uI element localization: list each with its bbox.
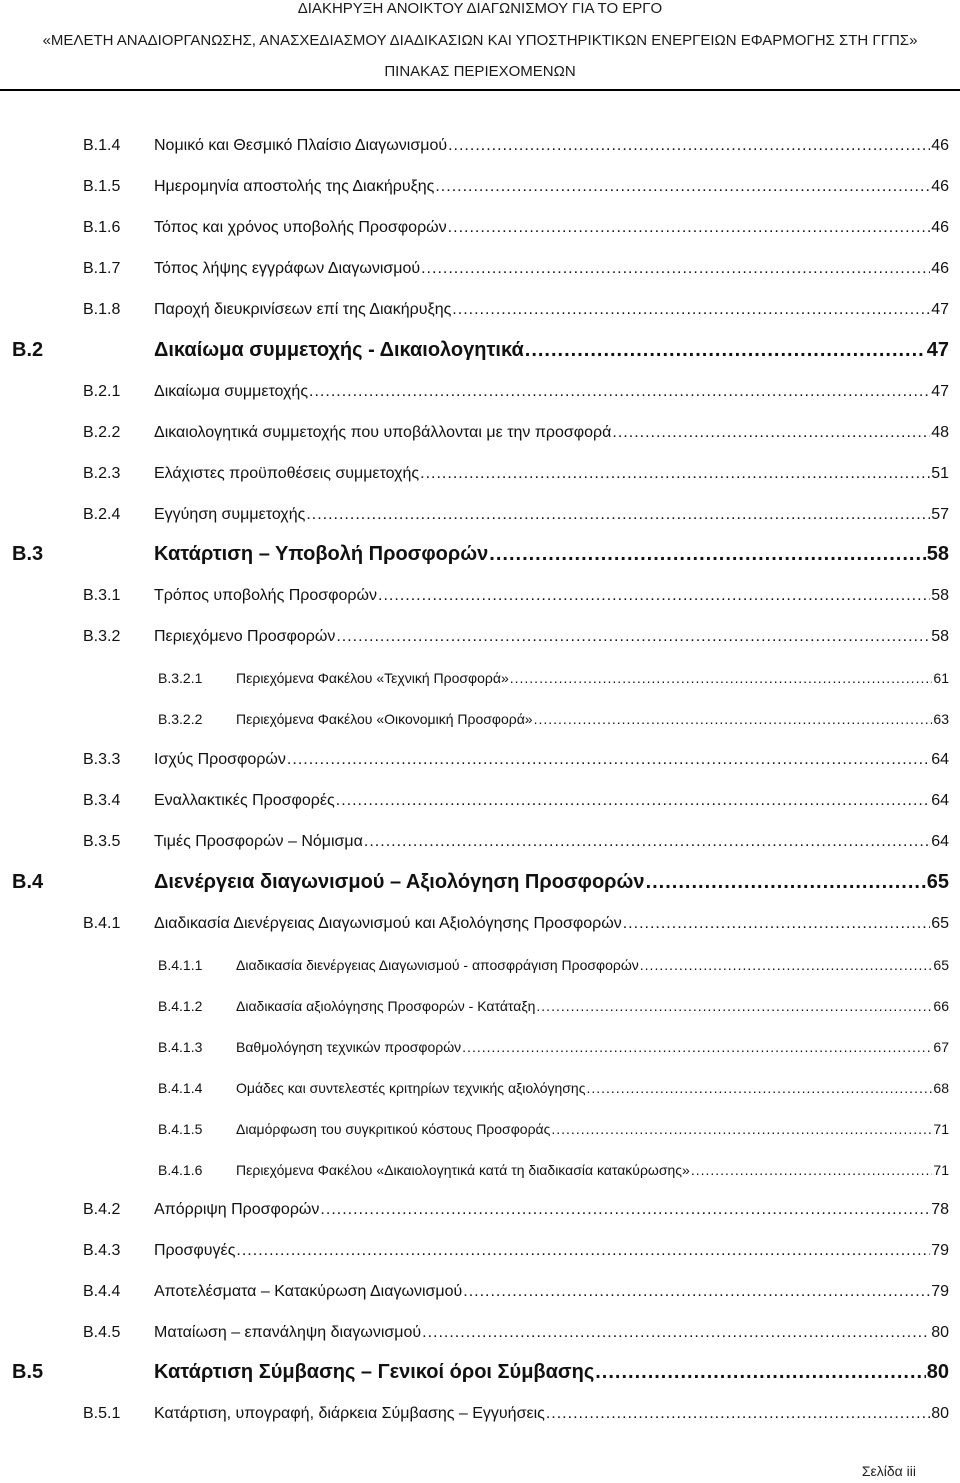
toc-entry-page: 66 (933, 998, 949, 1014)
toc-entry-page: 51 (931, 465, 949, 482)
toc-entry-title: Προσφυγές (154, 1242, 236, 1259)
toc-entry-page: 47 (931, 383, 949, 400)
toc-entry-title: Περιεχόμενα Φακέλου «Οικονομική Προσφορά» (236, 711, 533, 727)
toc-leader-dots (646, 871, 926, 894)
toc-subentry[interactable] (158, 1121, 949, 1137)
toc-section[interactable] (12, 871, 949, 894)
toc-entry-title: Διαδικασία Διενέργειας Διαγωνισμού και Αξιολόγησης Προσφορών (154, 915, 622, 932)
toc-entry-number: Β.4.1.1 (158, 957, 203, 973)
toc-section[interactable] (12, 543, 949, 566)
toc-entry-title: Τρόπος υποβολής Προσφορών (154, 587, 378, 604)
toc-leader-dots (448, 137, 930, 155)
toc-entry-page: 78 (931, 1201, 949, 1218)
toc-entry[interactable] (83, 1201, 949, 1219)
toc-entry-number: Β.1.4 (83, 137, 121, 154)
toc-entry-number: Β.5 (12, 1361, 44, 1383)
toc-entry[interactable] (83, 751, 949, 769)
toc-leader-dots (623, 915, 930, 933)
toc-entry-number: Β.3.5 (83, 833, 121, 850)
toc-entry-number: Β.3 (12, 543, 44, 565)
toc-entry-number: Β.3.2 (83, 628, 121, 645)
toc-entry[interactable] (83, 465, 949, 483)
toc-entry-page: 80 (926, 1361, 949, 1383)
toc-entry-page: 64 (931, 751, 949, 768)
toc-entry[interactable] (83, 833, 949, 851)
toc-entry-title: Διενέργεια διαγωνισμού – Αξιολόγηση Προσφορών (154, 871, 645, 893)
toc-leader-dots (463, 1283, 930, 1301)
toc-entry-title: Τόπος και χρόνος υποβολής Προσφορών (154, 219, 447, 236)
toc-entry-number: Β.4.1.4 (158, 1080, 203, 1096)
toc-entry-title: Περιεχόμενο Προσφορών (154, 628, 336, 645)
toc-entry[interactable] (83, 424, 949, 442)
toc-entry[interactable] (83, 383, 949, 401)
toc-entry-number: Β.3.2.2 (158, 711, 203, 727)
toc-entry-title: Περιεχόμενα Φακέλου «Τεχνική Προσφορά» (236, 670, 509, 686)
toc-subentry[interactable] (158, 1162, 949, 1178)
toc-entry-page: 61 (933, 670, 949, 686)
toc-entry-page: 46 (931, 219, 949, 236)
toc-entry-number: Β.1.6 (83, 219, 121, 236)
toc-entry-title: Δικαίωμα συμμετοχής - Δικαιολογητικά (154, 339, 524, 361)
toc-entry[interactable] (83, 506, 949, 524)
toc-entry-number: Β.3.4 (83, 792, 121, 809)
toc-entry-title: Αποτελέσματα – Κατακύρωση Διαγωνισμού (154, 1283, 463, 1300)
toc-entry-number: Β.3.2.1 (158, 670, 203, 686)
toc-leader-dots (420, 465, 930, 483)
toc-leader-dots (612, 424, 930, 442)
toc-entry-title: Περιεχόμενα Φακέλου «Δικαιολογητικά κατά τη διαδικασία κατακύρωσης» (236, 1162, 690, 1178)
toc-entry-number: Β.4.1.5 (158, 1121, 203, 1137)
toc-entry[interactable] (83, 1324, 949, 1342)
toc-subentry[interactable] (158, 998, 949, 1014)
toc-entry[interactable] (83, 792, 949, 810)
toc-leader-dots (287, 751, 930, 769)
toc-entry-number: Β.1.7 (83, 260, 121, 277)
toc-entry-title: Κατάρτιση Σύμβασης – Γενικοί όροι Σύμβασης (154, 1361, 595, 1383)
toc-entry-number: Β.4.1.2 (158, 998, 203, 1014)
toc-entry-title: Παροχή διευκρινίσεων επί της Διακήρυξης (154, 301, 452, 318)
toc-entry-title: Βαθμολόγηση τεχνικών προσφορών (236, 1039, 462, 1055)
toc-leader-dots (536, 998, 932, 1014)
toc-entry-page: 46 (931, 137, 949, 154)
toc-entry-title: Δικαιολογητικά συμμετοχής που υποβάλλονται με την προσφορά (154, 424, 612, 441)
toc-entry-page: 47 (926, 339, 949, 361)
toc-entry-page: 64 (931, 833, 949, 850)
toc-entry-page: 65 (926, 871, 949, 893)
toc-entry-page: 46 (931, 178, 949, 195)
toc-entry-page: 65 (931, 915, 949, 932)
toc-leader-dots (452, 301, 930, 319)
toc-entry-number: Β.2 (12, 339, 44, 361)
toc-entry[interactable] (83, 1283, 949, 1301)
toc-subentry[interactable] (158, 1080, 949, 1096)
toc-entry[interactable] (83, 915, 949, 933)
toc-entry-number: Β.4 (12, 871, 44, 893)
toc-subentry[interactable] (158, 957, 949, 973)
toc-entry-number: Β.4.1.3 (158, 1039, 203, 1055)
toc-entry-number: Β.3.3 (83, 751, 121, 768)
toc-leader-dots (534, 711, 933, 727)
toc-entry-page: 65 (933, 957, 949, 973)
toc-entry-page: 71 (933, 1121, 949, 1137)
toc-entry-page: 58 (926, 543, 949, 565)
toc-entry-number: Β.4.2 (83, 1201, 121, 1218)
toc-entry-page: 63 (933, 711, 949, 727)
toc-entry-number: Β.2.1 (83, 383, 121, 400)
toc-leader-dots (435, 178, 930, 196)
toc-entry-page: 64 (931, 792, 949, 809)
toc-entry-number: Β.4.1.6 (158, 1162, 203, 1178)
toc-leader-dots (595, 1361, 926, 1384)
toc-leader-dots (309, 383, 930, 401)
toc-entry-number: Β.2.4 (83, 506, 121, 523)
toc-entry-page: 68 (933, 1080, 949, 1096)
toc-leader-dots (336, 792, 930, 810)
toc-subentry[interactable] (158, 670, 949, 686)
header-line-3: ΠΙΝΑΚΑΣ ΠΕΡΙΕΧΟΜΕΝΩΝ (384, 63, 576, 80)
toc-entry-page: 46 (931, 260, 949, 277)
header-line-1: ΔΙΑΚΗΡΥΞΗ ΑΝΟΙΚΤΟΥ ΔΙΑΓΩΝΙΣΜΟΥ ΓΙΑ ΤΟ ΕΡΓΟ (297, 0, 663, 17)
header-rule (0, 89, 960, 91)
toc-leader-dots (462, 1039, 932, 1055)
toc-leader-dots (422, 1324, 930, 1342)
toc-leader-dots (640, 957, 933, 973)
toc-entry[interactable] (83, 137, 949, 155)
toc-entry-number: Β.4.1 (83, 915, 121, 932)
toc-entry-title: Εγγύηση συμμετοχής (154, 506, 306, 523)
toc-entry-title: Κατάρτιση, υπογραφή, διάρκεια Σύμβασης – Εγγυήσεις (154, 1405, 545, 1422)
toc-leader-dots (336, 628, 930, 646)
toc-entry-number: Β.4.4 (83, 1283, 121, 1300)
toc-entry[interactable] (83, 1405, 949, 1423)
toc-entry-number: Β.1.5 (83, 178, 121, 195)
toc-entry-title: Ελάχιστες προϋποθέσεις συμμετοχής (154, 465, 420, 482)
toc-subentry[interactable] (158, 1039, 949, 1055)
toc-entry[interactable] (83, 628, 949, 646)
toc-entry-title: Διαδικασία διενέργειας Διαγωνισμού - αποσφράγιση Προσφορών (236, 957, 639, 973)
toc-entry-page: 80 (931, 1324, 949, 1341)
toc-entry-page: 58 (931, 587, 949, 604)
toc-leader-dots (691, 1162, 933, 1178)
toc-entry-title: Εναλλακτικές Προσφορές (154, 792, 335, 809)
toc-entry-title: Ομάδες και συντελεστές κριτηρίων τεχνικής αξιολόγησης (236, 1080, 586, 1096)
toc-entry-number: Β.1.8 (83, 301, 121, 318)
toc-section[interactable] (12, 1361, 949, 1384)
document-header (0, 0, 960, 92)
toc-entry-page: 57 (931, 506, 949, 523)
toc-entry-title: Διαμόρφωση του συγκριτικού κόστους Προσφοράς (236, 1121, 551, 1137)
toc-entry-title: Διαδικασία αξιολόγησης Προσφορών - Κατάταξη (236, 998, 536, 1014)
toc-section[interactable] (12, 339, 949, 362)
toc-leader-dots (525, 339, 926, 362)
toc-leader-dots (364, 833, 930, 851)
header-line-2: «ΜΕΛΕΤΗ ΑΝΑΔΙΟΡΓΑΝΩΣΗΣ, ΑΝΑΣΧΕΔΙΑΣΜΟΥ ΔΙΑΔΙΚΑΣΙΩΝ ΚΑΙ ΥΠΟΣΤΗΡΙΚΤΙΚΩΝ ΕΝΕΡΓΕΙΩΝ ΕΦΑΡΜΟΓΗΣ ΣΤΗ ΓΓΠΣ» (42, 32, 918, 49)
toc-leader-dots (378, 587, 930, 605)
toc-entry-title: Δικαίωμα συμμετοχής (154, 383, 309, 400)
toc-entry-page: 47 (931, 301, 949, 318)
toc-entry-page: 67 (933, 1039, 949, 1055)
toc-leader-dots (586, 1080, 932, 1096)
toc-entry[interactable] (83, 260, 949, 278)
toc-leader-dots (510, 670, 933, 686)
toc-entry-page: 80 (931, 1405, 949, 1422)
toc-entry-page: 58 (931, 628, 949, 645)
toc-entry-title: Ισχύς Προσφορών (154, 751, 286, 768)
page-number-footer: Σελίδα iii (861, 1463, 916, 1479)
toc-entry[interactable] (83, 587, 949, 605)
toc-entry[interactable] (83, 301, 949, 319)
toc-entry-title: Τιμές Προσφορών – Νόμισμα (154, 833, 363, 850)
toc-entry[interactable] (83, 178, 949, 196)
toc-leader-dots (236, 1242, 930, 1260)
toc-entry-page: 79 (931, 1242, 949, 1259)
toc-entry[interactable] (83, 1242, 949, 1260)
toc-entry-title: Ημερομηνία αποστολής της Διακήρυξης (154, 178, 435, 195)
toc-entry-title: Ματαίωση – επανάληψη διαγωνισμού (154, 1324, 422, 1341)
toc-entry-number: Β.4.3 (83, 1242, 121, 1259)
toc-leader-dots (421, 260, 930, 278)
toc-entry-number: Β.2.3 (83, 465, 121, 482)
toc-entry-page: 71 (933, 1162, 949, 1178)
toc-subentry[interactable] (158, 711, 949, 727)
toc-leader-dots (320, 1201, 930, 1219)
toc-entry-number: Β.3.1 (83, 587, 121, 604)
toc-leader-dots (448, 219, 931, 237)
toc-leader-dots (306, 506, 930, 524)
toc-entry[interactable] (83, 219, 949, 237)
toc-entry-page: 79 (931, 1283, 949, 1300)
toc-entry-title: Τόπος λήψης εγγράφων Διαγωνισμού (154, 260, 421, 277)
toc-entry-title: Κατάρτιση – Υποβολή Προσφορών (154, 543, 489, 565)
toc-leader-dots (551, 1121, 932, 1137)
toc-entry-title: Απόρριψη Προσφορών (154, 1201, 320, 1218)
toc-entry-number: Β.4.5 (83, 1324, 121, 1341)
toc-leader-dots (546, 1405, 930, 1423)
toc-entry-number: Β.2.2 (83, 424, 121, 441)
toc-entry-page: 48 (931, 424, 949, 441)
toc-entry-number: Β.5.1 (83, 1405, 121, 1422)
toc-entry-title: Νομικό και Θεσμικό Πλαίσιο Διαγωνισμού (154, 137, 448, 154)
toc-leader-dots (489, 543, 925, 566)
